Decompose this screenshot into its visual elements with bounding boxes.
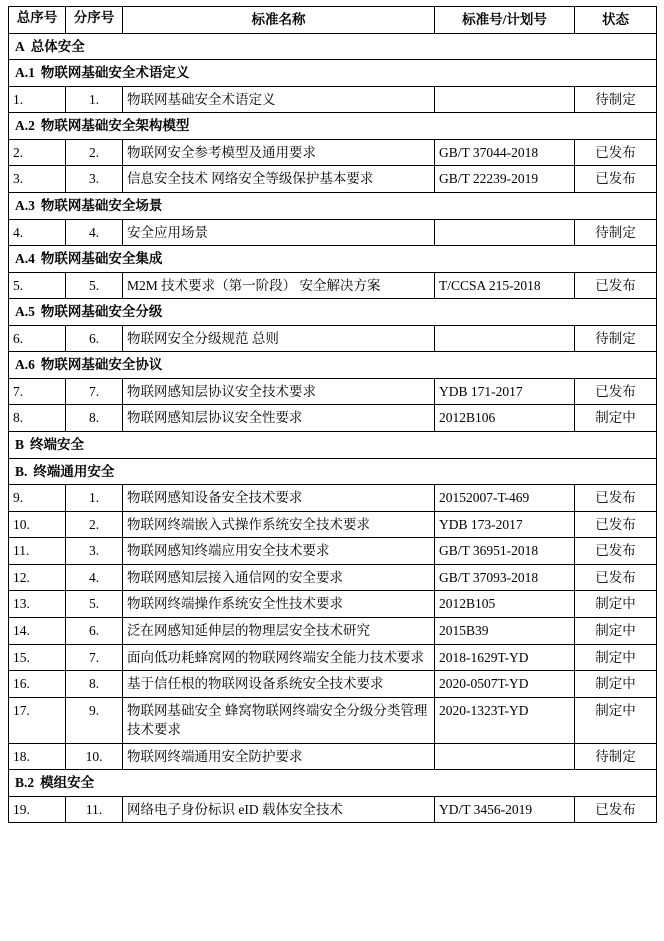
cell-standard-code: YDB 173-2017 — [435, 511, 575, 538]
header-total-no-label: 总序号 — [16, 10, 58, 25]
section-row — [9, 246, 657, 273]
cell-standard-name: 物联网基础安全术语定义 — [123, 86, 435, 113]
cell-sub-no: 6. — [66, 325, 123, 352]
header-sub-no — [66, 7, 123, 34]
cell-status: 待制定 — [575, 86, 657, 113]
section-row — [9, 770, 657, 797]
cell-standard-code: GB/T 22239-2019 — [435, 166, 575, 193]
table-row — [9, 644, 657, 671]
cell-standard-code: GB/T 37044-2018 — [435, 139, 575, 166]
cell-sub-no: 9. — [66, 697, 123, 743]
table-row — [9, 796, 657, 823]
cell-sub-no: 1. — [66, 86, 123, 113]
section-title: 物联网基础安全协议 — [40, 357, 163, 373]
cell-status: 制定中 — [575, 591, 657, 618]
table-body — [9, 33, 657, 823]
cell-status: 已发布 — [575, 166, 657, 193]
cell-standard-code — [435, 219, 575, 246]
header-sub-no-label: 分序号 — [73, 10, 115, 25]
section-row — [9, 113, 657, 140]
cell-status: 制定中 — [575, 405, 657, 432]
cell-status: 制定中 — [575, 671, 657, 698]
section-title-cell — [9, 770, 657, 797]
cell-status: 已发布 — [575, 139, 657, 166]
cell-total-no: 13. — [9, 591, 66, 618]
section-title-cell — [9, 352, 657, 379]
cell-total-no: 19. — [9, 796, 66, 823]
cell-sub-no: 7. — [66, 378, 123, 405]
table-row — [9, 325, 657, 352]
table-row — [9, 139, 657, 166]
cell-standard-name: M2M 技术要求（第一阶段） 安全解决方案 — [123, 272, 435, 299]
section-title: 终端安全 — [30, 437, 85, 452]
cell-standard-code: 2018-1629T-YD — [435, 644, 575, 671]
cell-standard-name: 物联网感知设备安全技术要求 — [123, 485, 435, 512]
cell-total-no: 15. — [9, 644, 66, 671]
section-row — [9, 60, 657, 87]
header-standard-name-label: 标准名称 — [251, 12, 306, 27]
cell-total-no: 7. — [9, 378, 66, 405]
section-label: A.1 — [15, 65, 35, 81]
cell-standard-code: 2012B105 — [435, 591, 575, 618]
cell-sub-no: 8. — [66, 405, 123, 432]
header-total-no — [9, 7, 66, 34]
cell-standard-code: YD/T 3456-2019 — [435, 796, 575, 823]
table-row — [9, 591, 657, 618]
cell-standard-code: 2015B39 — [435, 617, 575, 644]
cell-standard-name: 物联网安全分级规范 总则 — [123, 325, 435, 352]
cell-status: 已发布 — [575, 378, 657, 405]
cell-status: 制定中 — [575, 697, 657, 743]
table-row — [9, 405, 657, 432]
cell-status: 已发布 — [575, 272, 657, 299]
cell-standard-name: 物联网终端嵌入式操作系统安全技术要求 — [123, 511, 435, 538]
table-row — [9, 511, 657, 538]
cell-total-no: 6. — [9, 325, 66, 352]
cell-standard-code: 2020-1323T-YD — [435, 697, 575, 743]
cell-total-no: 3. — [9, 166, 66, 193]
cell-status: 制定中 — [575, 617, 657, 644]
cell-sub-no: 4. — [66, 219, 123, 246]
cell-standard-code: YDB 171-2017 — [435, 378, 575, 405]
table-row — [9, 166, 657, 193]
cell-standard-name: 物联网感知层协议安全技术要求 — [123, 378, 435, 405]
section-title-cell — [9, 60, 657, 87]
cell-standard-code: T/CCSA 215-2018 — [435, 272, 575, 299]
table-row — [9, 743, 657, 770]
cell-sub-no: 10. — [66, 743, 123, 770]
cell-sub-no: 7. — [66, 644, 123, 671]
header-standard-code-label: 标准号/计划号 — [462, 12, 547, 27]
cell-total-no: 5. — [9, 272, 66, 299]
cell-status: 已发布 — [575, 485, 657, 512]
section-title: 物联网基础安全场景 — [40, 197, 163, 213]
section-label: A.6 — [15, 357, 35, 373]
cell-standard-code: GB/T 37093-2018 — [435, 564, 575, 591]
cell-status: 待制定 — [575, 743, 657, 770]
cell-total-no: 12. — [9, 564, 66, 591]
cell-standard-code: GB/T 36951-2018 — [435, 538, 575, 565]
cell-standard-name: 网络电子身份标识 eID 载体安全技术 — [123, 796, 435, 823]
section-title-cell — [9, 458, 657, 485]
cell-total-no: 9. — [9, 485, 66, 512]
cell-sub-no: 2. — [66, 511, 123, 538]
cell-total-no: 8. — [9, 405, 66, 432]
section-label: B. — [15, 463, 28, 479]
cell-total-no: 17. — [9, 697, 66, 743]
section-row — [9, 352, 657, 379]
section-row — [9, 458, 657, 485]
cell-standard-name: 物联网感知层协议安全性要求 — [123, 405, 435, 432]
table-row — [9, 378, 657, 405]
cell-standard-name: 泛在网感知延伸层的物理层安全技术研究 — [123, 617, 435, 644]
cell-sub-no: 1. — [66, 485, 123, 512]
cell-standard-name: 面向低功耗蜂窝网的物联网终端安全能力技术要求 — [123, 644, 435, 671]
cell-sub-no: 3. — [66, 166, 123, 193]
section-label: A — [15, 38, 25, 54]
section-row — [9, 192, 657, 219]
cell-standard-name: 物联网安全参考模型及通用要求 — [123, 139, 435, 166]
cell-standard-name: 安全应用场景 — [123, 219, 435, 246]
cell-status: 已发布 — [575, 511, 657, 538]
cell-standard-code — [435, 86, 575, 113]
section-row — [9, 299, 657, 326]
cell-total-no: 2. — [9, 139, 66, 166]
table-row — [9, 86, 657, 113]
header-row — [9, 7, 657, 34]
table-row — [9, 485, 657, 512]
cell-standard-name: 物联网感知层接入通信网的安全要求 — [123, 564, 435, 591]
section-title: 模组安全 — [40, 775, 95, 791]
section-label: A.3 — [15, 197, 35, 213]
section-title: 终端通用安全 — [33, 463, 115, 479]
section-title: 总体安全 — [30, 38, 85, 54]
section-label: A.5 — [15, 304, 35, 320]
cell-standard-name: 物联网基础安全 蜂窝物联网终端安全分级分类管理技术要求 — [123, 697, 435, 743]
cell-total-no: 14. — [9, 617, 66, 644]
table-header — [9, 7, 657, 34]
cell-standard-name: 物联网终端操作系统安全性技术要求 — [123, 591, 435, 618]
standards-table — [8, 6, 657, 823]
cell-total-no: 16. — [9, 671, 66, 698]
cell-sub-no: 6. — [66, 617, 123, 644]
cell-sub-no: 11. — [66, 796, 123, 823]
section-title-cell — [9, 246, 657, 273]
header-status — [575, 7, 657, 34]
cell-status: 待制定 — [575, 325, 657, 352]
cell-standard-code — [435, 325, 575, 352]
table-row — [9, 564, 657, 591]
cell-standard-name: 信息安全技术 网络安全等级保护基本要求 — [123, 166, 435, 193]
cell-total-no: 1. — [9, 86, 66, 113]
section-title: 物联网基础安全分级 — [40, 304, 163, 320]
section-row — [9, 33, 657, 60]
section-title-cell — [9, 113, 657, 140]
cell-status: 已发布 — [575, 564, 657, 591]
header-status-label: 状态 — [602, 12, 629, 27]
section-label: B.2 — [15, 775, 35, 791]
table-row — [9, 697, 657, 743]
section-title-cell — [9, 299, 657, 326]
cell-standard-name: 物联网终端通用安全防护要求 — [123, 743, 435, 770]
cell-sub-no: 2. — [66, 139, 123, 166]
section-title-cell — [9, 192, 657, 219]
cell-total-no: 10. — [9, 511, 66, 538]
cell-sub-no: 5. — [66, 272, 123, 299]
cell-status: 已发布 — [575, 538, 657, 565]
section-label: B — [15, 437, 25, 452]
table-row — [9, 671, 657, 698]
table-row — [9, 538, 657, 565]
cell-sub-no: 3. — [66, 538, 123, 565]
cell-status: 制定中 — [575, 644, 657, 671]
cell-status: 已发布 — [575, 796, 657, 823]
section-label: A.4 — [15, 251, 35, 267]
header-standard-name — [123, 7, 435, 34]
table-row — [9, 272, 657, 299]
cell-standard-code: 2020-0507T-YD — [435, 671, 575, 698]
cell-standard-code: 20152007-T-469 — [435, 485, 575, 512]
section-title-cell — [9, 33, 657, 60]
cell-status: 待制定 — [575, 219, 657, 246]
table-row — [9, 617, 657, 644]
cell-sub-no: 4. — [66, 564, 123, 591]
section-label: A.2 — [15, 118, 35, 134]
cell-standard-code — [435, 743, 575, 770]
section-title: 物联网基础安全架构模型 — [40, 118, 190, 134]
cell-sub-no: 8. — [66, 671, 123, 698]
section-row — [9, 432, 657, 459]
table-row — [9, 219, 657, 246]
cell-total-no: 4. — [9, 219, 66, 246]
header-standard-code — [435, 7, 575, 34]
cell-standard-code: 2012B106 — [435, 405, 575, 432]
cell-total-no: 11. — [9, 538, 66, 565]
section-title: 物联网基础安全术语定义 — [40, 65, 190, 81]
cell-total-no: 18. — [9, 743, 66, 770]
section-title-cell — [9, 432, 657, 459]
cell-standard-name: 基于信任根的物联网设备系统安全技术要求 — [123, 671, 435, 698]
cell-standard-name: 物联网感知终端应用安全技术要求 — [123, 538, 435, 565]
cell-sub-no: 5. — [66, 591, 123, 618]
section-title: 物联网基础安全集成 — [40, 251, 163, 267]
